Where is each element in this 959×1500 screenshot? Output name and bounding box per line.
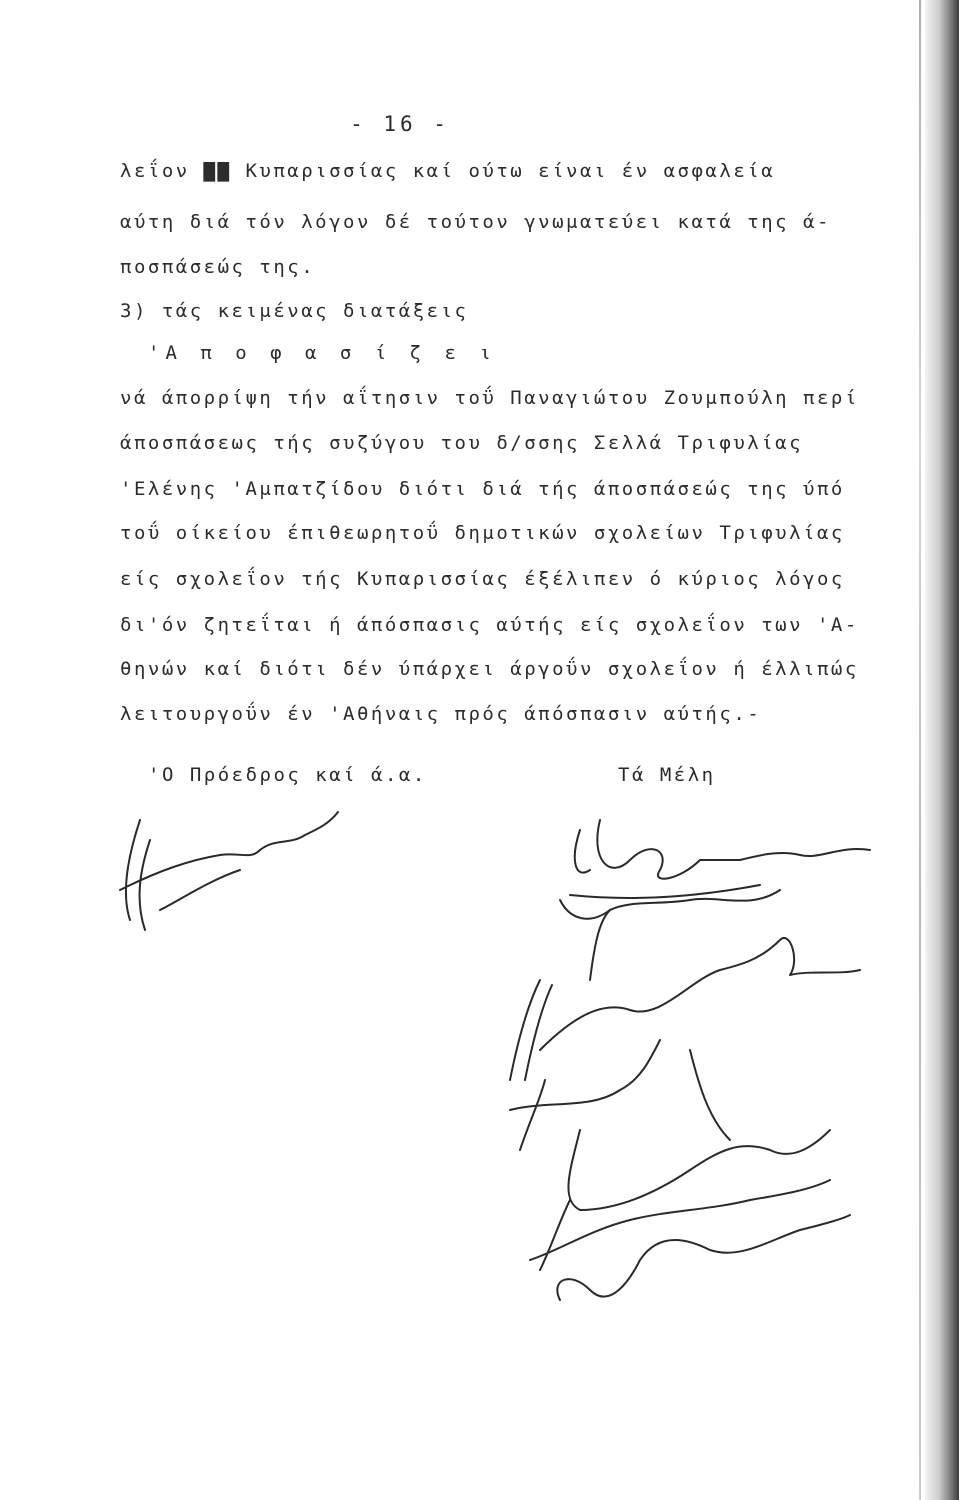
president-label: 'Ο Πρόεδρος καί ά.α.	[148, 764, 427, 786]
body-line: ποσπάσεώς της.	[120, 256, 316, 278]
binding-edge	[925, 0, 959, 1500]
page-number: - 16 -	[350, 112, 450, 136]
body-line: λεΐον ▇▇ Κυπαρισσίας καί ούτω είναι έν ασφαλεία	[120, 160, 776, 182]
president-signature	[100, 800, 360, 940]
body-line: τοΰ οίκείου έπιθεωρητοΰ δημοτικών σχολείων Τριφυλίας	[120, 522, 845, 544]
body-line: άποσπάσεως τής συζύγου του δ/σσης Σελλά Τριφυλίας	[120, 432, 804, 454]
decision-heading: 'Α π ο φ α σ ί ζ ε ι	[148, 342, 497, 364]
body-line: θηνών καί διότι δέν ύπάρχει άργοΰν σχολεΐον ή έλλιπώς	[120, 658, 859, 680]
member-signature-7	[540, 1200, 860, 1320]
body-line: 3) τάς κειμένας διατάξεις	[120, 300, 469, 322]
members-label: Τά Μέλη	[618, 764, 716, 786]
body-line: νά άπορρίψη τήν αΐτησιν τοΰ Παναγιώτου Ζουμπούλη περί	[120, 387, 859, 409]
page-fold-line	[919, 0, 921, 1500]
body-line: 'Ελένης 'Αμπατζίδου διότι διά τής άποσπάσεώς της ύπό	[120, 478, 845, 500]
body-line: αύτη διά τόν λόγον δέ τούτον γνωματεύει κατά της ά-	[120, 211, 831, 233]
body-line: δι'όν ζητεΐται ή άπόσπασις αύτής είς σχολεΐον των 'Α-	[120, 614, 859, 636]
body-line: λειτουργοΰν έν 'Αθήναις πρός άπόσπασιν αύτής.-	[120, 703, 762, 725]
body-line: είς σχολεΐον τής Κυπαρισσίας έξέλιπεν ό κύριος λόγος	[120, 568, 845, 590]
